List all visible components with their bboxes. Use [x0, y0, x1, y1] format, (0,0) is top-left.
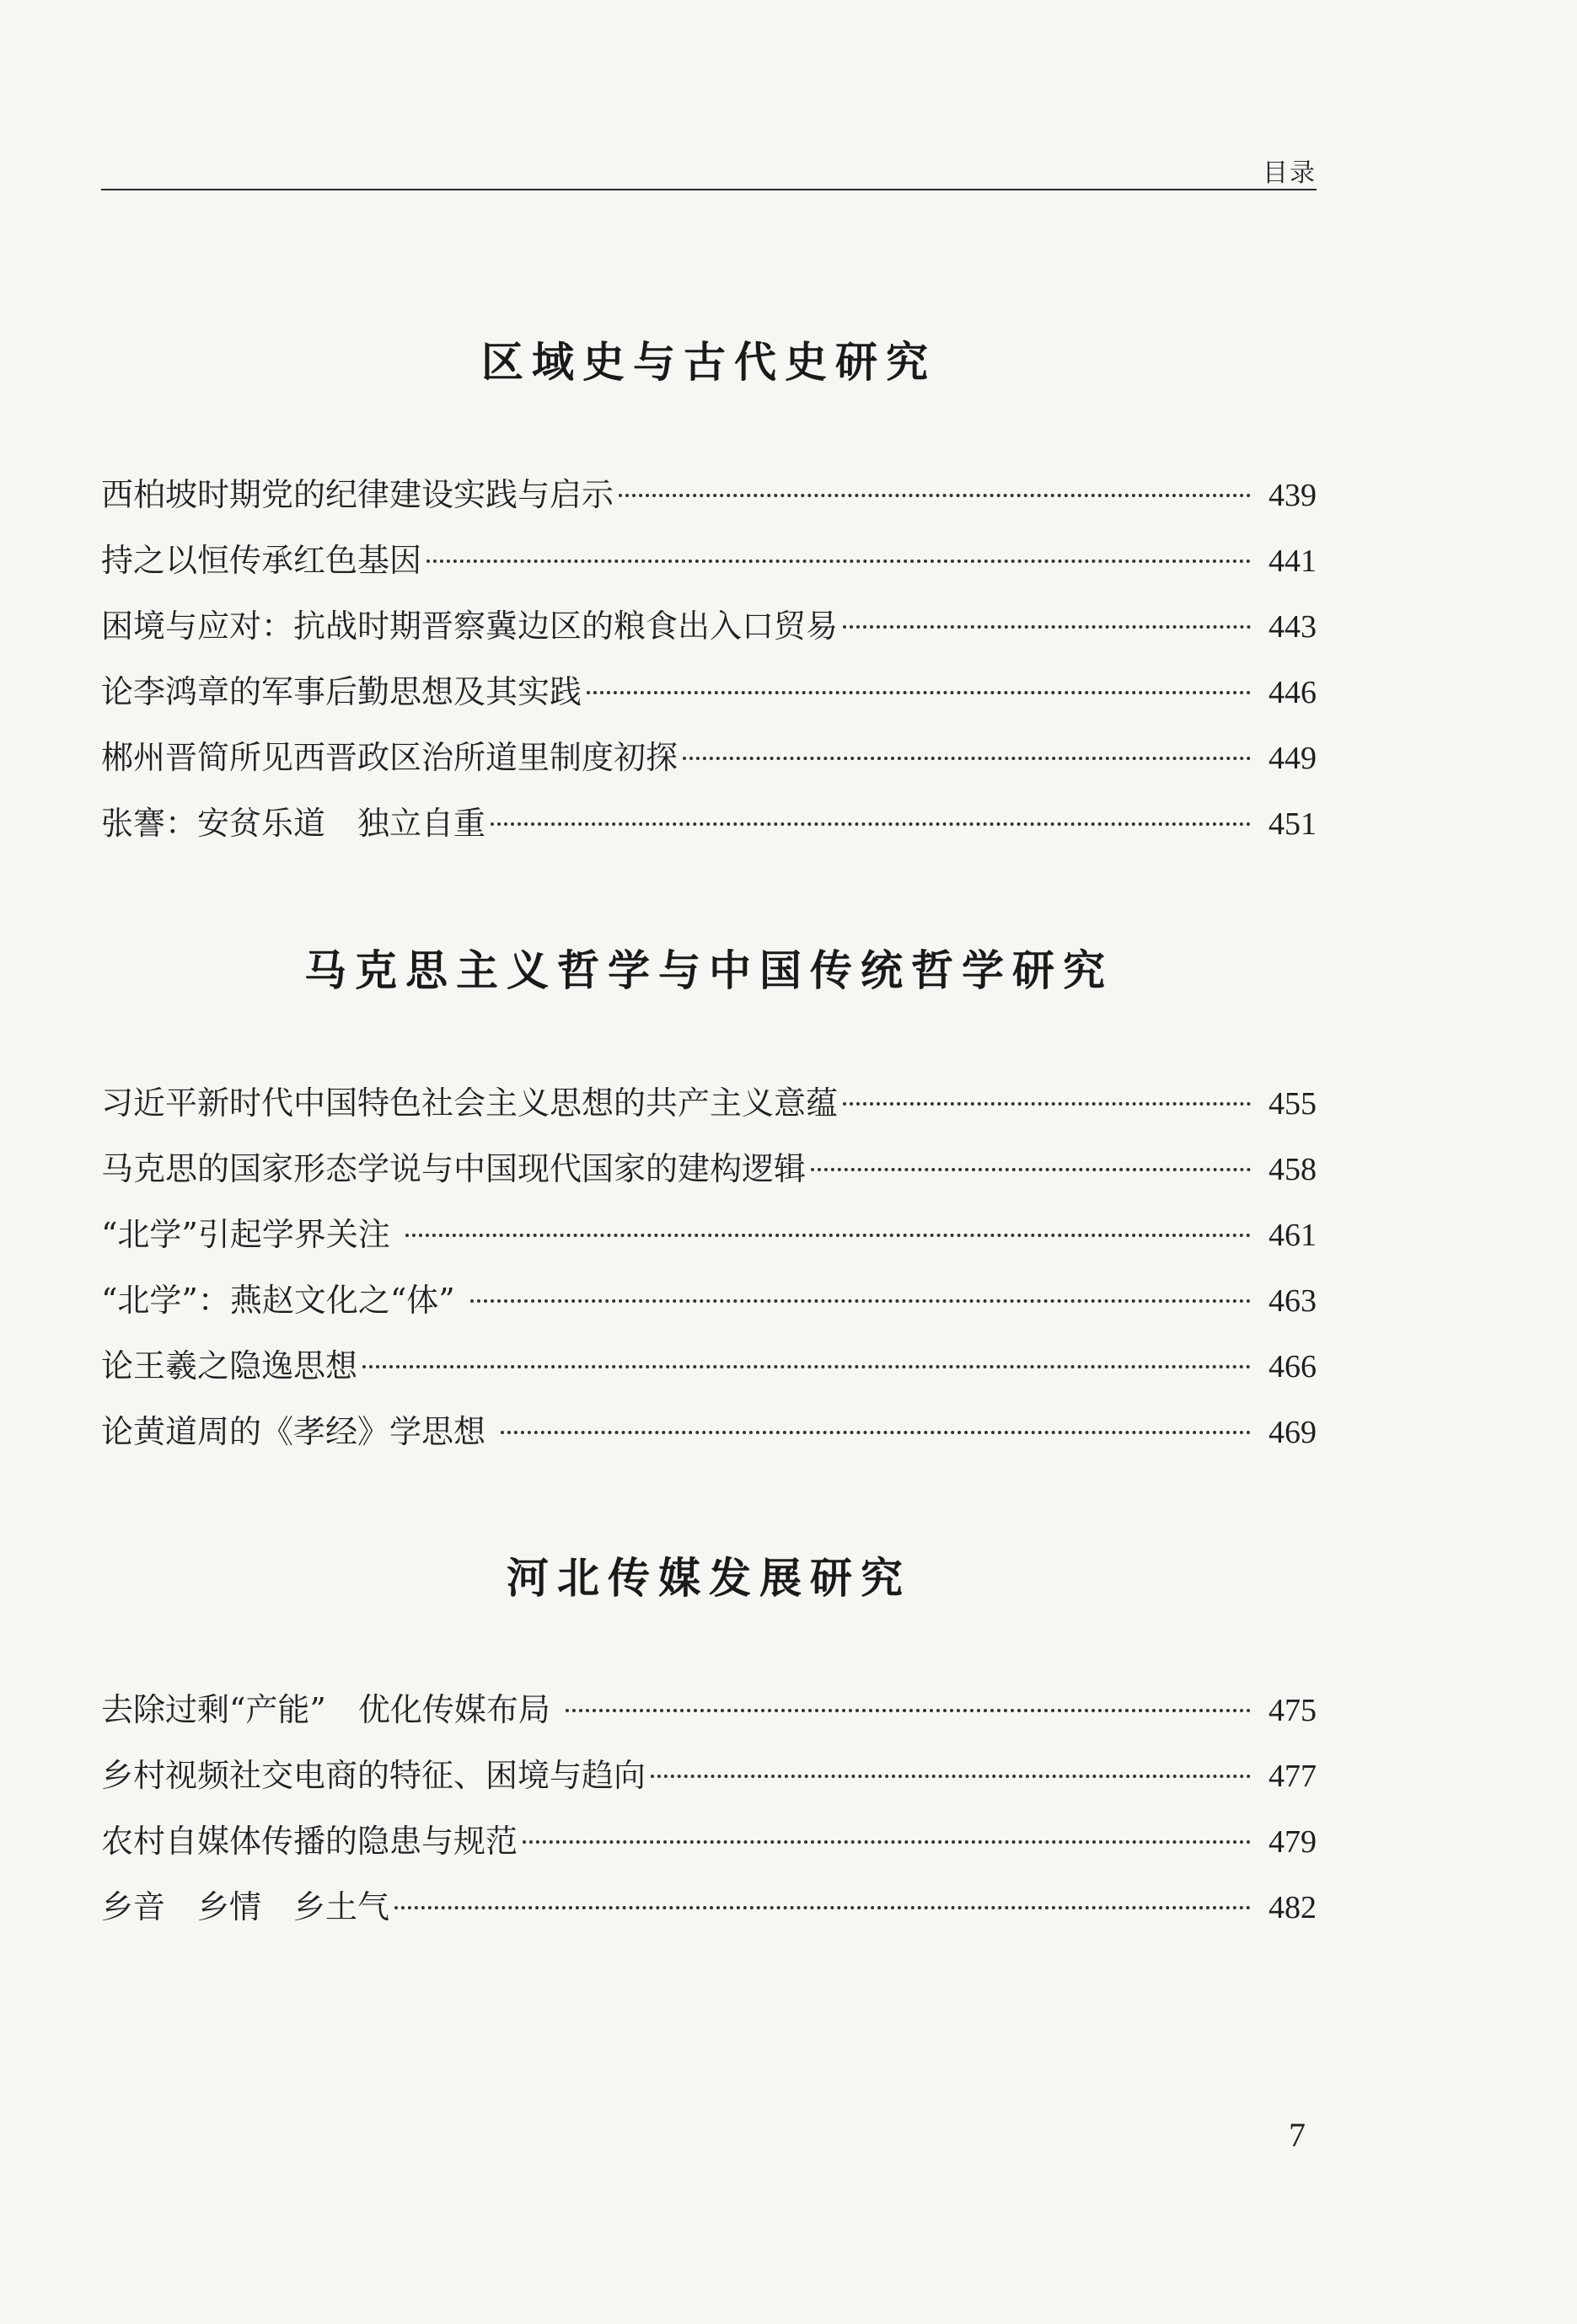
- toc-list-philosophy: [101, 1070, 1317, 1465]
- toc-entry-page: 479: [1269, 1824, 1317, 1860]
- toc-entry-title: “北学”引起学界关注: [101, 1216, 400, 1253]
- toc-entry-title: 郴州晋简所见西晋政区治所道里制度初探: [101, 739, 679, 776]
- toc-entry-title: 持之以恒传承红色基因: [101, 542, 422, 579]
- toc-entry-page: 439: [1269, 478, 1317, 513]
- toc-entry[interactable]: [101, 790, 1317, 856]
- toc-entry-title: 农村自媒体传播的隐患与规范: [101, 1823, 518, 1860]
- toc-entry-page: 463: [1269, 1283, 1317, 1319]
- toc-entry-page: 458: [1269, 1152, 1317, 1187]
- toc-entry-page: 475: [1269, 1693, 1317, 1728]
- toc-entry-page: 461: [1269, 1218, 1317, 1253]
- toc-entry-title: 困境与应对：抗战时期晋察冀边区的粮食出入口贸易: [101, 608, 839, 645]
- toc-list-media: [101, 1677, 1317, 1940]
- toc-entry-page: 441: [1269, 544, 1317, 579]
- toc-entry-title: 论王羲之隐逸思想: [101, 1347, 358, 1384]
- dot-leader: [843, 625, 1251, 629]
- toc-entry-title: 去除过剩“产能” 优化传媒布局: [101, 1691, 561, 1728]
- toc-entry-title: 乡音 乡情 乡土气: [101, 1888, 390, 1925]
- toc-entry-title: 习近平新时代中国特色社会主义思想的共产主义意蕴: [101, 1084, 839, 1122]
- toc-entry-page: 482: [1269, 1890, 1317, 1925]
- toc-entry-page: 446: [1269, 675, 1317, 710]
- dot-leader: [405, 1234, 1251, 1237]
- toc-entry-page: 477: [1269, 1759, 1317, 1794]
- toc-entry[interactable]: [101, 1399, 1317, 1465]
- header-rule: [101, 189, 1317, 190]
- toc-entry-page: 469: [1269, 1415, 1317, 1450]
- toc-list-regional-history: [101, 462, 1317, 856]
- dot-leader: [683, 757, 1251, 760]
- toc-entry[interactable]: [101, 659, 1317, 725]
- toc-entry-title: 西柏坡时期党的纪律建设实践与启示: [101, 476, 614, 513]
- toc-entry[interactable]: [101, 1874, 1317, 1940]
- section-title-regional-history: 区域史与古代史研究: [481, 337, 936, 387]
- toc-entry-title: 论李鸿章的军事后勤思想及其实践: [101, 673, 582, 710]
- dot-leader: [394, 1906, 1251, 1909]
- toc-entry-title: 乡村视频社交电商的特征、困境与趋向: [101, 1757, 646, 1794]
- toc-entry-page: 466: [1269, 1349, 1317, 1384]
- dot-leader: [811, 1168, 1251, 1171]
- toc-entry[interactable]: [101, 1808, 1317, 1874]
- toc-entry-title: “北学”：燕赵文化之“体”: [101, 1282, 465, 1319]
- page-number: 7: [1289, 2116, 1306, 2154]
- toc-entry[interactable]: [101, 462, 1317, 527]
- dot-leader: [651, 1775, 1251, 1778]
- dot-leader: [426, 560, 1251, 563]
- dot-leader: [843, 1102, 1251, 1106]
- toc-entry-page: 443: [1269, 609, 1317, 645]
- toc-entry[interactable]: [101, 1333, 1317, 1399]
- toc-entry[interactable]: [101, 1743, 1317, 1808]
- dot-leader: [362, 1365, 1251, 1368]
- section-title-philosophy: 马克思主义哲学与中国传统哲学研究: [304, 945, 1113, 995]
- toc-entry[interactable]: [101, 1070, 1317, 1136]
- toc-entry[interactable]: [101, 527, 1317, 593]
- running-header: [101, 152, 1317, 190]
- dot-leader: [470, 1299, 1251, 1303]
- toc-entry[interactable]: [101, 593, 1317, 659]
- toc-entry-page: 451: [1269, 806, 1317, 842]
- dot-leader: [566, 1709, 1251, 1712]
- toc-entry-title: 马克思的国家形态学说与中国现代国家的建构逻辑: [101, 1150, 807, 1187]
- toc-entry[interactable]: [101, 725, 1317, 790]
- dot-leader: [619, 494, 1251, 497]
- toc-entry[interactable]: [101, 1136, 1317, 1202]
- toc-entry-title: 论黄道周的《孝经》学思想: [101, 1413, 496, 1450]
- toc-entry-page: 449: [1269, 741, 1317, 776]
- dot-leader: [587, 691, 1251, 694]
- dot-leader: [491, 822, 1251, 826]
- toc-entry[interactable]: [101, 1202, 1317, 1267]
- section-title-media: 河北传媒发展研究: [507, 1553, 911, 1603]
- toc-entry-page: 455: [1269, 1086, 1317, 1122]
- running-header-title: 目录: [1263, 158, 1317, 188]
- toc-entry[interactable]: [101, 1267, 1317, 1333]
- dot-leader: [523, 1840, 1251, 1844]
- toc-entry-title: 张謇：安贫乐道 独立自重: [101, 805, 486, 842]
- toc-entry[interactable]: [101, 1677, 1317, 1743]
- dot-leader: [501, 1431, 1251, 1434]
